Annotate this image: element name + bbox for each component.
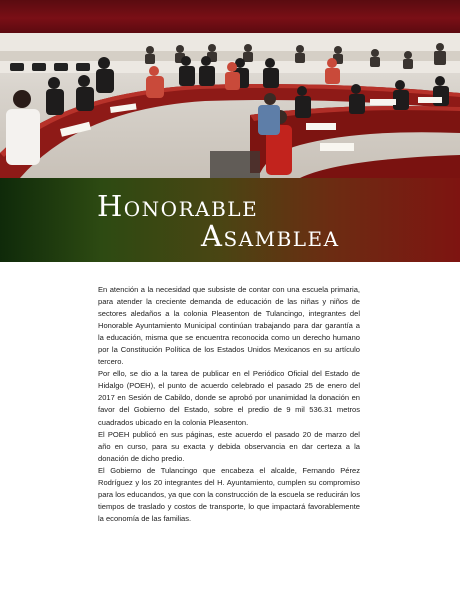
article-body: [98, 284, 360, 525]
article-paragraph: Por ello, se dio a la tarea de publicar en el Periódico Oficial del Estado de Hidalgo (POEH), el punto de acuerdo celebrado el pasado 25 de enero del 2017 en Sesión de Cabildo, donde se aprobó por unanimidad la donación en favor del Gobierno del Estado, sobre el predio de 9 mil 536.31 metros cuadrados ubicado en la colonia Pleasenton.: [98, 369, 360, 427]
top-color-band: [0, 0, 460, 33]
article-paragraph: El Gobierno de Tulancingo que encabeza el alcalde, Fernando Pérez Rodríguez y los 20 integrantes del H. Ayuntamiento, cumplen su compromiso para los educandos, ya que con la construcción de la escuela se reducirán los tiempos de traslado y costos de transporte, lo que impactará favorablemente la economía de las familias.: [98, 465, 360, 523]
council-session-photo: [0, 33, 460, 178]
article-paragraph: El POEH publicó en sus páginas, este acuerdo el pasado 20 de marzo del año en curso, para su exacta y debida observancia en dar certeza a la donación de dicho predio.: [98, 429, 360, 463]
article-paragraph: En atención a la necesidad que subsiste de contar con una escuela primaria, para atender la creciente demanda de educación de las niñas y niños de sectores aledaños a la colonia Pleasenton de Tulancingo, integrantes del Honorable Ayuntamiento Municipal continúan trabajando para dar garantía a la educación, misma que se encuentra reconocida como un derecho humano por la Constitución Política de los Estados Unidos Mexicanos en su artículo tercero.: [98, 285, 360, 367]
page-title-line-1: Honorable: [97, 189, 259, 223]
page-title-line-2: Asamblea: [201, 219, 340, 253]
